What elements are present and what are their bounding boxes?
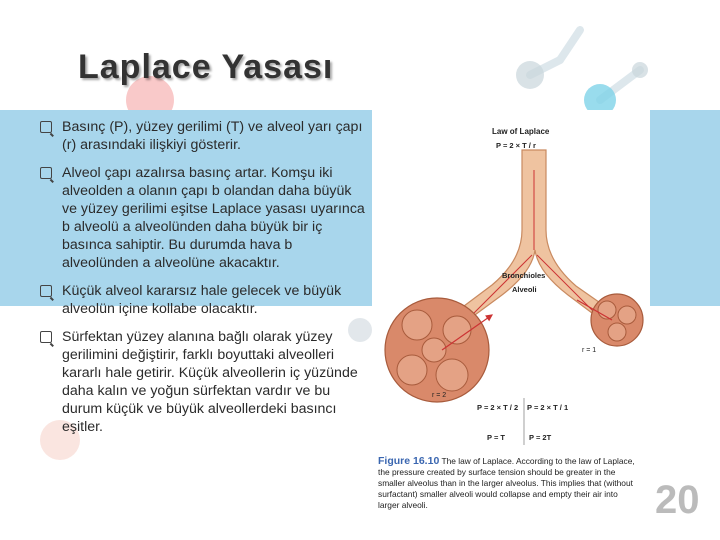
caption-title: Figure 16.10 xyxy=(378,455,440,467)
alveoli-label: Alveoli xyxy=(512,285,537,294)
bullet-text: Küçük alveol kararsız hale gelecek ve büyük alveolün içine kollabe olacaktır. xyxy=(62,283,342,317)
bronchioles-label: Bronchioles xyxy=(502,271,546,280)
laplace-figure xyxy=(372,110,650,455)
bullet-item xyxy=(40,328,370,436)
bullet-item xyxy=(40,118,370,154)
checkbox-bullet-icon xyxy=(40,121,52,133)
checkbox-bullet-icon xyxy=(40,331,52,343)
slide-page-number: 20 xyxy=(655,478,700,522)
bullet-item xyxy=(40,282,370,318)
left-result: P = T xyxy=(487,433,505,442)
figure-caption xyxy=(378,456,640,511)
bullet-item xyxy=(40,164,370,272)
bullet-text: Basınç (P), yüzey gerilimi (T) ve alveol yarı çapı (r) arasındaki ilişkiyi gösterir. xyxy=(62,119,363,153)
law-formula: P = 2 × T / r xyxy=(496,141,536,150)
caption-text: The law of Laplace. According to the law of Laplace, the pressure created by surface tension should be greater in the smaller alveolus than in the larger alveolus. This implies that (without surfactant) smaller alveoli would collapse and empty their air into larger alveoli. xyxy=(378,456,635,510)
bullet-text: Sürfektan yüzey alanına bağlı olarak yüzey gerilimini değiştirir, farklı boyuttaki alveolleri kararlı hale getirir. Küçük alveollerin iç yüzünde daha kalın ve yoğun sürfektan vardır ve bu durum küçük ve büyük alveollerdeki basıncı eşitler. xyxy=(62,329,358,435)
radius-large-label: r = 2 xyxy=(432,392,447,399)
checkbox-bullet-icon xyxy=(40,285,52,297)
bullet-text: Alveol çapı azalırsa basınç artar. Komşu iki alveolden a olanın çapı b olandan daha büyük ve yüzey gerilimi eşitse Laplace yasası uyarınca b alveolü a alveolünden daha büyük bir iç basınca sahiptir. Bu durumda hava b alveolünden a alveolüne akacaktır. xyxy=(62,165,365,271)
left-equation: P = 2 × T / 2 xyxy=(477,403,519,412)
right-equation: P = 2 × T / 1 xyxy=(527,403,569,412)
slide-title: Laplace Yasası xyxy=(78,48,334,86)
bullet-list xyxy=(40,118,370,446)
radius-small-label: r = 1 xyxy=(582,347,597,354)
right-result: P = 2T xyxy=(529,433,552,442)
checkbox-bullet-icon xyxy=(40,167,52,179)
law-title: Law of Laplace xyxy=(492,127,550,136)
